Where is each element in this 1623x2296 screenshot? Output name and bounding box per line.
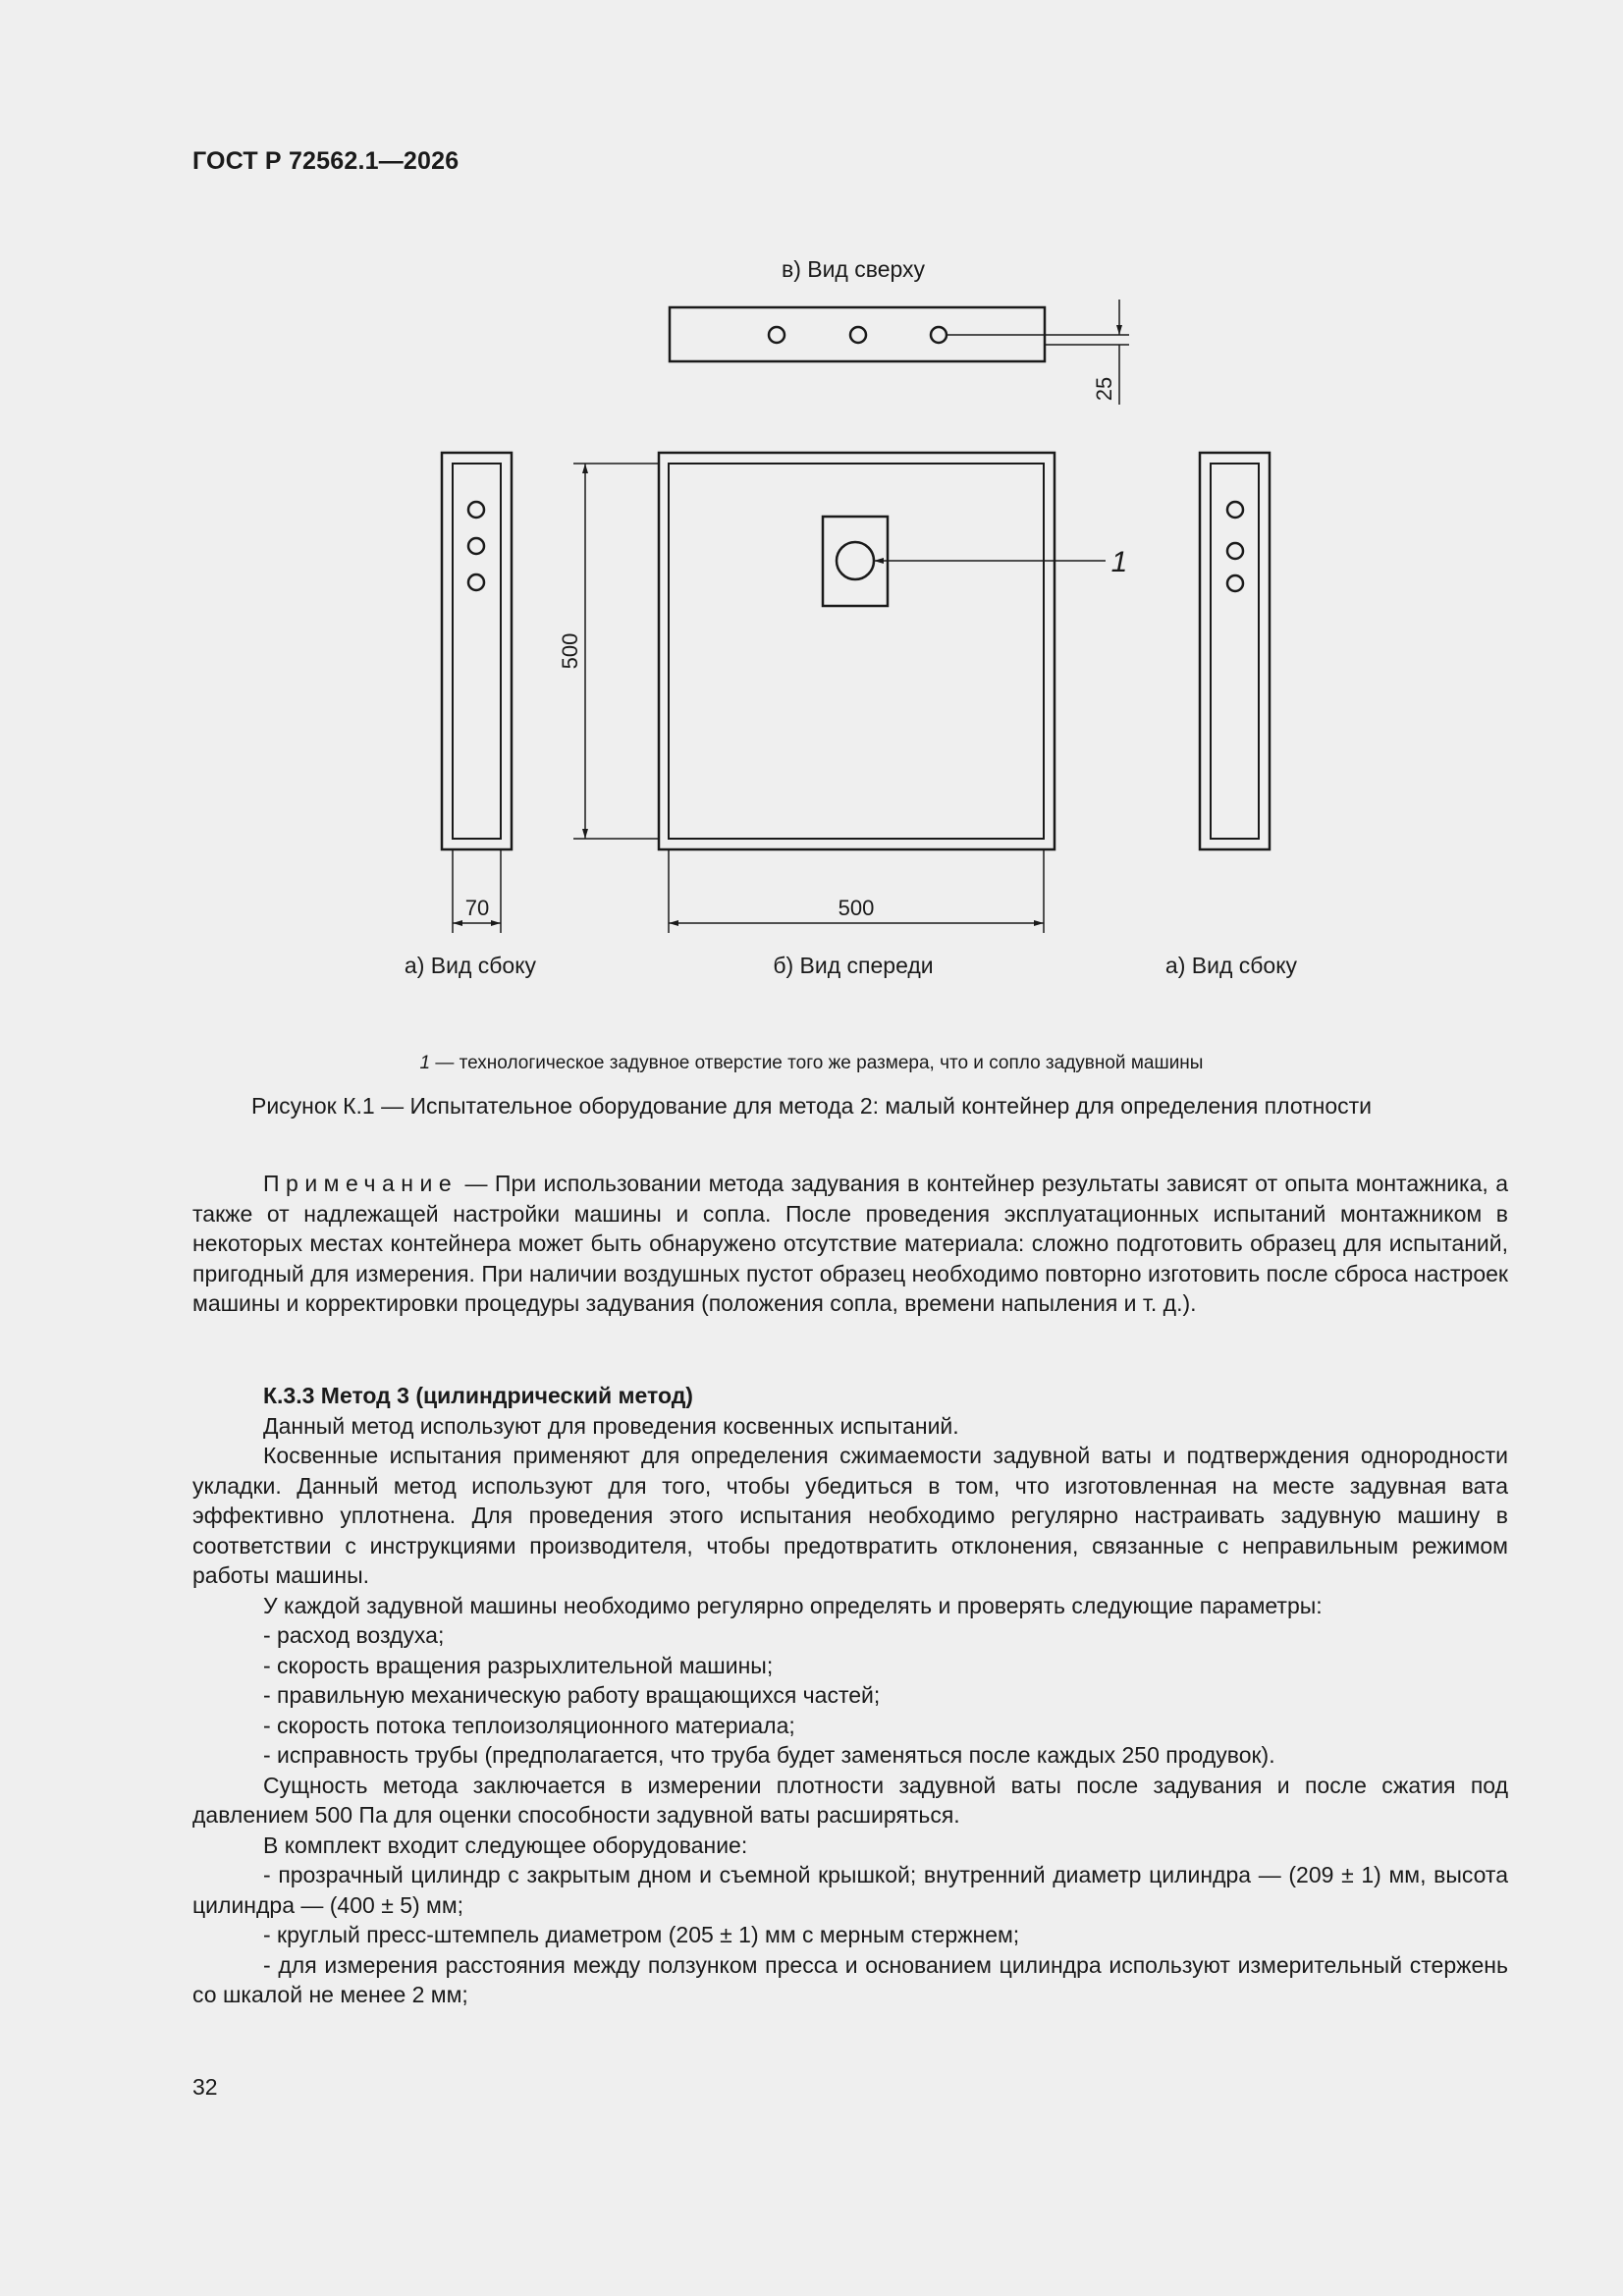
equipment-item: - круглый пресс-штемпель диаметром (205 ± 1) мм с мерным стержнем; [263, 1922, 1020, 1947]
side-view-right [1165, 453, 1298, 978]
section-paragraph-4: Сущность метода заключается в измерении плотности задувной ваты после задувания и после сжатия под давлением 500 Па для оценки способности задувной ваты расширяться. [192, 1772, 1508, 1828]
side-view-left-label: а) Вид сбоку [404, 953, 537, 978]
section-paragraph-3: У каждой задувной машины необходимо регулярно определять и проверять следующие параметры: [263, 1592, 1323, 1618]
dimension-depth: 70 [464, 896, 490, 920]
param-item: - правильную механическую работу вращающихся частей; [263, 1682, 881, 1708]
front-view [558, 453, 1127, 978]
dimension-width: 500 [838, 896, 875, 920]
section-paragraph-2: Косвенные испытания применяют для определения сжимаемости задувной ваты и подтверждения однородности укладки. Данный метод используют для того, чтобы убедиться в том, что изготовленная на месте задувная вата эффективно уплотнена. Для проведения этого испытания необходимо регулярно настраивать задувную машину в соответствии с инструкциями производителя, чтобы предотвратить отклонения, связанные с неправильным режимом работы машины. [192, 1443, 1508, 1588]
dimension-top-thickness: 25 [1092, 376, 1116, 402]
legend-number: 1 [419, 1053, 431, 1073]
callout-number: 1 [1110, 546, 1128, 578]
document-header: ГОСТ Р 72562.1—2026 [192, 147, 460, 175]
equipment-item: - для измерения расстояния между ползунком пресса и основанием цилиндра используют измерительный стержень со шкалой не менее 2 мм; [192, 1951, 1508, 2007]
side-view-left [405, 453, 537, 978]
top-view-label: в) Вид сверху [781, 256, 926, 282]
section-k33 [192, 1381, 1508, 2010]
top-view [670, 256, 1129, 405]
section-paragraph-1: Данный метод используют для проведения косвенных испытаний. [263, 1412, 959, 1439]
legend-text: — технологическое задувное отверстие того же размера, что и сопло задувной машины [430, 1053, 1204, 1073]
note-text: — При использовании метода задувания в контейнер результаты зависят от опыта монтажника, а также от надлежащей настройки машины и сопла. После проведения эксплуатационных испытаний монтажником в некоторых местах контейнера может быть обнаружено отсутствие материала: сложно подготовить образец для испытаний, пригодный для измерения. При наличии воздушных пустот образец необходимо повторно изготовить после сброса настроек машины и корректировки процедуры задувания (положения сопла, времени напыления и т. д.). [192, 1171, 1508, 1316]
dimension-height: 500 [558, 632, 582, 670]
param-item: - расход воздуха; [263, 1622, 445, 1648]
note-paragraph [192, 1169, 1508, 1319]
note-block [192, 1169, 1508, 1319]
section-heading: К.3.3 Метод 3 (цилиндрический метод) [263, 1383, 693, 1408]
param-item: - исправность трубы (предполагается, что труба будет заменяться после каждых 250 продувок). [263, 1742, 1275, 1768]
note-label: Примечание [263, 1171, 459, 1196]
figure-drawing [0, 0, 1623, 1041]
equipment-item: - прозрачный цилиндр с закрытым дном и съемной крышкой; внутренний диаметр цилиндра — (209 ± 1) мм, высота цилиндра — (400 ± 5) мм; [192, 1862, 1508, 1918]
side-view-right-label: а) Вид сбоку [1164, 953, 1298, 978]
front-view-label: б) Вид спереди [773, 953, 934, 978]
figure-legend [0, 1053, 1623, 1074]
param-item: - скорость потока теплоизоляционного материала; [263, 1712, 795, 1738]
page-number: 32 [192, 2074, 218, 2100]
section-paragraph-5: В комплект входит следующее оборудование: [263, 1831, 748, 1858]
param-item: - скорость вращения разрыхлительной машины; [263, 1652, 774, 1678]
figure-caption: Рисунок К.1 — Испытательное оборудование для метода 2: малый контейнер для определения плотности [250, 1093, 1373, 1119]
